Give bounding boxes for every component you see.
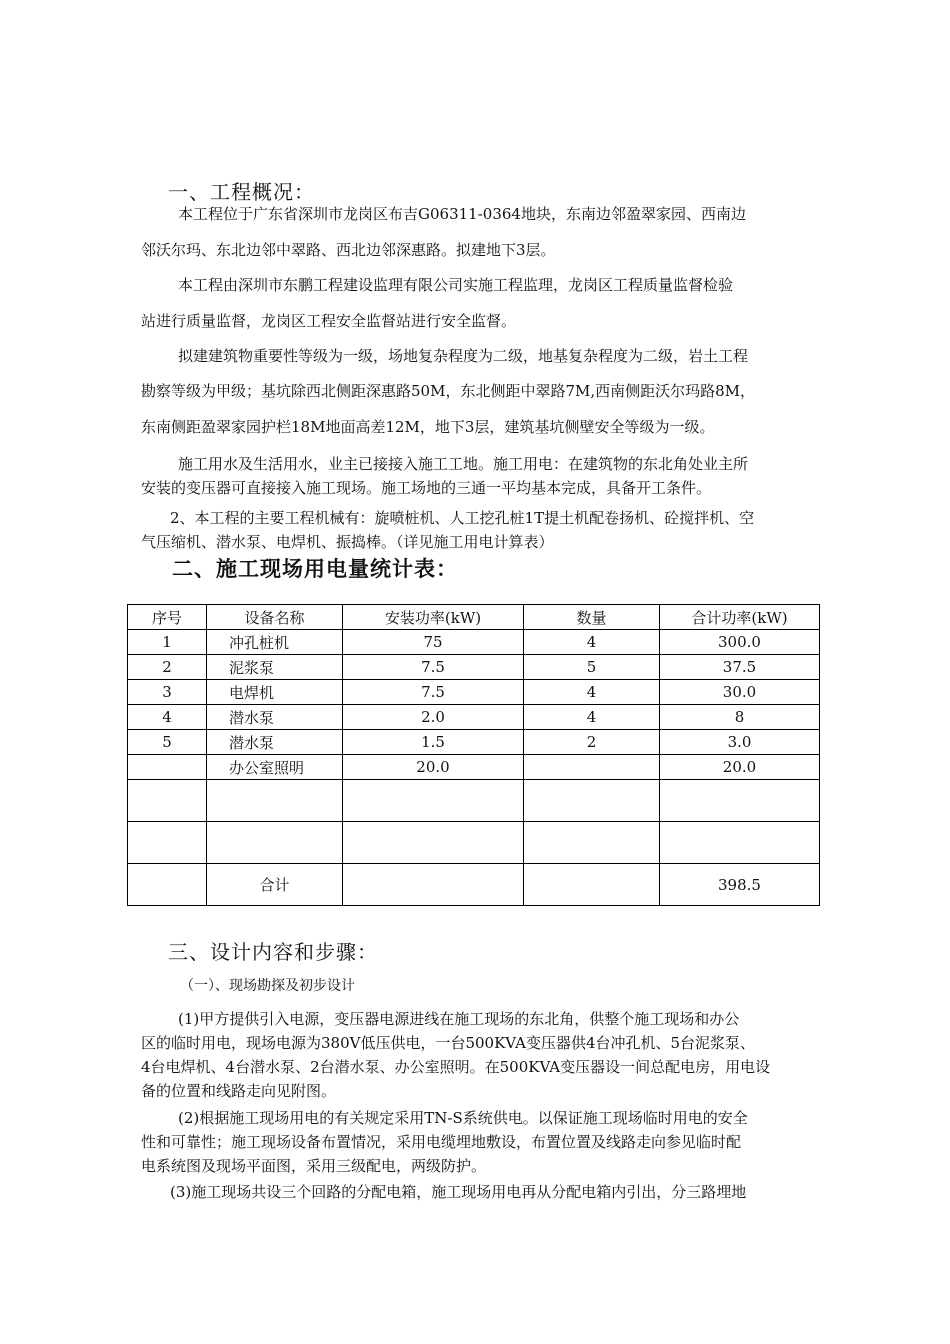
table-row-empty (128, 822, 820, 864)
table-cell: 1.5 (343, 730, 524, 755)
para-4-line-2: 安装的变压器可直接接入施工现场。施工场地的三通一平均基本完成，具备开工条件。 (141, 479, 712, 497)
item-1-line-2: 区的临时用电，现场电源为380V低压供电，一台500KVA变压器供4台冲孔机、5台泥浆泵、 (141, 1034, 756, 1052)
item-1-line-1: (1)甲方提供引入电源，变压器电源进线在施工现场的东北角，供整个施工现场和办公 (178, 1010, 740, 1028)
item-2-line-3: 电系统图及现场平面图，采用三级配电，两级防护。 (141, 1157, 487, 1175)
table-cell (524, 780, 660, 822)
para-1-line-2: 邻沃尔玛、东北边邻中翠路、西北边邻深惠路。拟建地下3层。 (141, 241, 556, 259)
table-cell: 办公室照明 (207, 755, 343, 780)
para-1-line-1: 本工程位于广东省深圳市龙岗区布吉G06311-0364地块，东南边邻盈翠家园、西南边 (178, 205, 746, 223)
table-cell (128, 755, 207, 780)
table-cell (128, 864, 207, 906)
table-cell: 2 (524, 730, 660, 755)
table-cell: 5 (524, 655, 660, 680)
table-row (128, 755, 820, 780)
item-2-line-2: 性和可靠性；施工现场设备布置情况，采用电缆埋地敷设，布置位置及线路走向参见临时配 (141, 1133, 742, 1151)
table-row (128, 705, 820, 730)
item-2-line-1: (2)根据施工现场用电的有关规定采用TN-S系统供电。以保证施工现场临时用电的安全 (178, 1109, 748, 1127)
table-cell: 300.0 (660, 630, 820, 655)
table-cell: 1 (128, 630, 207, 655)
table-header-row (128, 605, 820, 630)
para-4-line-1: 施工用水及生活用水，业主已接接入施工工地。施工用电：在建筑物的东北角处业主所 (178, 455, 749, 473)
table-cell (660, 780, 820, 822)
table-cell: 2 (128, 655, 207, 680)
section-1-title: 一、工程概况： (168, 180, 315, 204)
para-2-line-1: 本工程由深圳市东鹏工程建设监理有限公司实施工程监理，龙岗区工程质量监督检验 (178, 276, 734, 294)
para-3-line-2: 勘察等级为甲级；基坑除西北侧距深惠路50M，东北侧距中翠路7M,西南侧距沃尔玛路8M， (141, 382, 756, 400)
table-cell: 4 (524, 630, 660, 655)
table-cell (128, 822, 207, 864)
item-1-line-4: 备的位置和线路走向见附图。 (141, 1082, 337, 1100)
table-cell: 8 (660, 705, 820, 730)
table-cell: 3 (128, 680, 207, 705)
table-cell: 泥浆泵 (207, 655, 343, 680)
para-2-line-2: 站进行质量监督，龙岗区工程安全监督站进行安全监督。 (141, 312, 517, 330)
table-cell: 冲孔桩机 (207, 630, 343, 655)
table-cell (524, 822, 660, 864)
table-cell: 2.0 (343, 705, 524, 730)
table-cell: 20.0 (343, 755, 524, 780)
table-cell: 30.0 (660, 680, 820, 705)
table-cell: 20.0 (660, 755, 820, 780)
table-cell (660, 822, 820, 864)
table-cell (128, 780, 207, 822)
table-cell (343, 864, 524, 906)
section-2-title: 二、施工现场用电量统计表： (172, 556, 458, 581)
table-cell (524, 755, 660, 780)
table-cell: 75 (343, 630, 524, 655)
table-cell: 潜水泵 (207, 705, 343, 730)
table-total-row (128, 864, 820, 906)
header-cell: 安装功率(kW) (343, 605, 524, 630)
table-cell: 3.0 (660, 730, 820, 755)
table-cell: 4 (524, 680, 660, 705)
table-cell: 37.5 (660, 655, 820, 680)
table-row-empty (128, 780, 820, 822)
section-3-title: 三、设计内容和步骤： (168, 940, 378, 964)
table-cell: 5 (128, 730, 207, 755)
table-cell: 4 (524, 705, 660, 730)
total-label: 合计 (207, 864, 343, 906)
table-cell (343, 822, 524, 864)
item-1-line-3: 4台电焊机、4台潜水泵、2台潜水泵、办公室照明。在500KVA变压器设一间总配电房，用电设 (141, 1058, 771, 1076)
para-5-line-2: 气压缩机、潜水泵、电焊机、振捣棒。（详见施工用电计算表） (141, 533, 554, 551)
table-cell (207, 822, 343, 864)
table-cell: 7.5 (343, 655, 524, 680)
para-3-line-3: 东南侧距盈翠家园护栏18M地面高差12M，地下3层，建筑基坑侧壁安全等级为一级。 (141, 418, 715, 436)
table-cell (207, 780, 343, 822)
table-row (128, 730, 820, 755)
table-row (128, 630, 820, 655)
section-3-subtitle: （一）、现场勘探及初步设计 (180, 978, 355, 994)
table-cell: 电焊机 (207, 680, 343, 705)
table-row (128, 680, 820, 705)
table-cell (524, 864, 660, 906)
para-5-line-1: 2、本工程的主要工程机械有：旋喷桩机、人工挖孔桩1T提土机配卷扬机、砼搅拌机、空 (170, 509, 755, 527)
table-cell: 4 (128, 705, 207, 730)
table-cell: 潜水泵 (207, 730, 343, 755)
header-cell: 序号 (128, 605, 207, 630)
header-cell: 设备名称 (207, 605, 343, 630)
para-3-line-1: 拟建建筑物重要性等级为一级，场地复杂程度为二级，地基复杂程度为二级，岩土工程 (178, 347, 749, 365)
table-cell: 7.5 (343, 680, 524, 705)
header-cell: 合计功率(kW) (660, 605, 820, 630)
item-3-line-1: (3)施工现场共设三个回路的分配电箱，施工现场用电再从分配电箱内引出，分三路埋地 (170, 1183, 747, 1201)
power-usage-table (127, 604, 820, 906)
table-cell (343, 780, 524, 822)
table-row (128, 655, 820, 680)
header-cell: 数量 (524, 605, 660, 630)
total-value: 398.5 (660, 864, 820, 906)
